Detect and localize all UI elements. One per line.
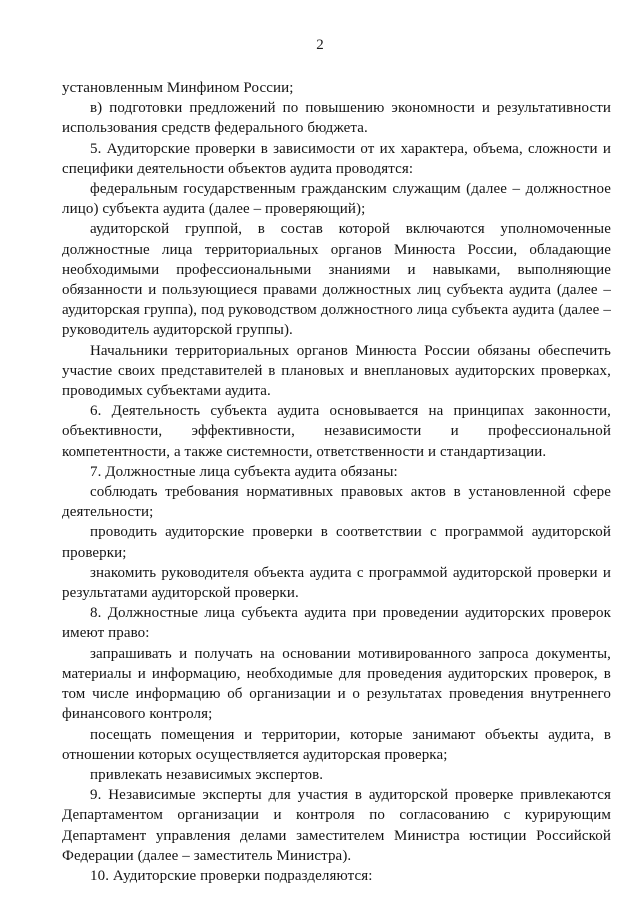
paragraph: федеральным государственным гражданским служащим (далее – должностное лицо) субъекта аудита (далее – проверяющий); xyxy=(62,181,611,218)
paragraph: аудиторской группой, в состав которой включаются уполномоченные должностные лица территориальных органов Минюста России, обладающие необходимыми профессиональными знаниями и навыками, выполняющие обязанности и пользующиеся правами должностных лиц субъекта аудита (далее – аудиторская группа), под руководством должностного лица субъекта аудита (далее – руководитель аудиторской группы). xyxy=(62,221,611,339)
paragraph: запрашивать и получать на основании мотивированного запроса документы, материалы и информацию, необходимые для проведения аудиторских проверок, в том числе информацию об организации и о результатах проведения внутреннего финансового контроля; xyxy=(62,645,611,723)
paragraph: 8. Должностные лица субъекта аудита при проведении аудиторских проверок имеют право: xyxy=(62,605,611,642)
paragraph: знакомить руководителя объекта аудита с программой аудиторской проверки и результатами аудиторской проверки. xyxy=(62,564,611,602)
paragraph: 6. Деятельность субъекта аудита основывается на принципах законности, объективности, эффективности, независимости и профессиональной компетентности, а также системности, ответственности и стандартизации. xyxy=(62,403,611,460)
paragraph: привлекать независимых экспертов. xyxy=(90,766,324,783)
paragraph: 9. Независимые эксперты для участия в аудиторской проверке привлекаются Департаментом организации и контроля по согласованию с курирующим Департамент управления делами заместителем Министра юстиции Российской Федерации (далее – заместитель Министра). xyxy=(62,787,611,864)
paragraph: посещать помещения и территории, которые занимают объекты аудита, в отношении которых осуществляется аудиторская проверка; xyxy=(62,726,611,763)
paragraph: установленным Минфином России; xyxy=(62,80,294,96)
paragraph: 10. Аудиторские проверки подразделяются: xyxy=(90,867,373,884)
paragraph: проводить аудиторские проверки в соответствии с программой аудиторской проверки; xyxy=(62,524,611,561)
paragraph: 7. Должностные лица субъекта аудита обязаны: xyxy=(90,463,398,480)
document-body xyxy=(62,78,611,886)
paragraph: соблюдать требования нормативных правовых актов в установленной сфере деятельности; xyxy=(62,484,611,521)
paragraph: 5. Аудиторские проверки в зависимости от их характера, объема, сложности и специфики деятельности объектов аудита проводятся: xyxy=(62,140,611,177)
paragraph: в) подготовки предложений по повышению экономности и результативности использования средств федерального бюджета. xyxy=(62,100,611,137)
paragraph: Начальники территориальных органов Минюста России обязаны обеспечить участие своих представителей в плановых и внеплановых аудиторских проверках, проводимых субъектами аудита. xyxy=(62,342,611,400)
page-number: 2 xyxy=(316,37,324,53)
